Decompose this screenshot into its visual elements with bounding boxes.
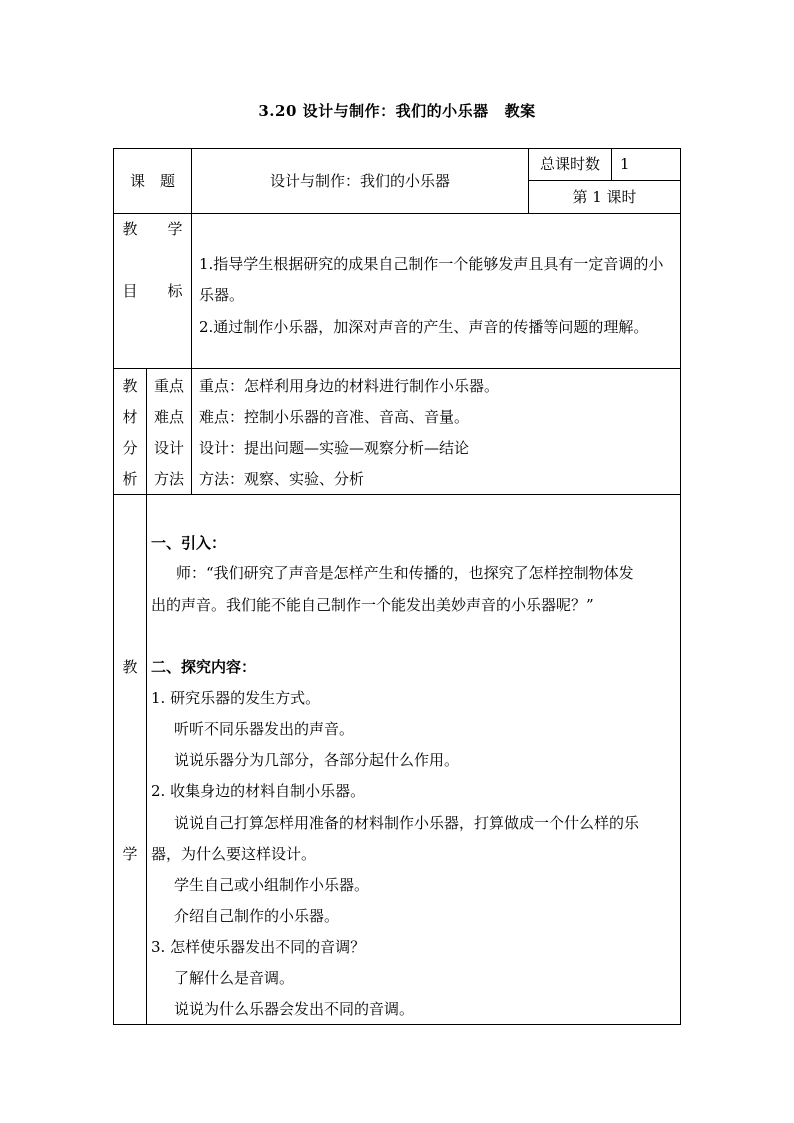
objectives-label-top: 教 学 (122, 220, 183, 238)
divider (114, 494, 680, 495)
document-title (0, 100, 794, 121)
title-number: 3.20 (258, 102, 297, 120)
divider (146, 368, 147, 1024)
divider (191, 368, 192, 494)
explore-line: 了解什么是音调。 (174, 969, 295, 987)
lesson-plan-table (113, 148, 681, 1025)
explore-line: 听听不同乐器发出的声音。 (174, 720, 355, 738)
analysis-content-key-point: 重点：怎样利用身边的材料进行制作小乐器。 (199, 377, 500, 395)
analysis-content-difficulty: 难点：控制小乐器的音准、音高、音量。 (199, 408, 470, 426)
divider (114, 368, 680, 369)
analysis-label-key-point: 重点 (153, 377, 184, 395)
explore-line: 学生自己或小组制作小乐器。 (174, 876, 370, 894)
section-intro-heading: 一、引入： (151, 534, 227, 552)
total-hours-value: 1 (620, 155, 630, 173)
analysis-content-design: 设计：提出问题—实验—观察分析—结论 (199, 439, 470, 457)
divider (611, 149, 612, 180)
teaching-vlabel-top: 教 (122, 658, 138, 676)
explore-line: 1. 研究乐器的发生方式。 (151, 689, 321, 707)
analysis-content-method: 方法：观察、实验、分析 (199, 470, 365, 488)
title-suffix: 教案 (504, 102, 536, 120)
analysis-label-difficulty: 难点 (153, 408, 184, 426)
explore-line: 介绍自己制作的小乐器。 (174, 907, 340, 925)
explore-line: 说说为什么乐器会发出不同的音调。 (174, 1000, 415, 1018)
topic-value: 设计与制作：我们的小乐器 (269, 172, 450, 190)
objective-item-1: 1.指导学生根据研究的成果自己制作一个能够发声且具有一定音调的小乐器。 (199, 255, 664, 304)
explore-line: 说说自己打算怎样用准备的材料制作小乐器，打算做成一个什么样的乐 (174, 814, 640, 832)
teaching-vlabel-bottom: 学 (122, 845, 138, 863)
divider (191, 213, 192, 368)
session-label: 第 1 课时 (572, 188, 637, 206)
section-explore-heading: 二、探究内容： (151, 658, 257, 676)
intro-line-1: 师：“我们研究了声音是怎样产生和传播的，也探究了怎样控制物体发 (176, 564, 634, 582)
topic-label: 课 题 (129, 172, 175, 190)
explore-line: 3. 怎样使乐器发出不同的音调？ (151, 938, 366, 956)
total-hours-label: 总课时数 (539, 155, 600, 173)
analysis-label-method: 方法 (153, 470, 184, 488)
objective-item-2: 2.通过制作小乐器，加深对声音的产生、声音的传播等问题的理解。 (199, 318, 649, 336)
explore-line: 说说乐器分为几部分，各部分起什么作用。 (174, 751, 460, 769)
analysis-vlabel-4: 析 (122, 470, 138, 488)
analysis-vlabel-3: 分 (122, 439, 138, 457)
analysis-vlabel-2: 材 (122, 408, 138, 426)
explore-line: 2. 收集身边的材料自制小乐器。 (151, 782, 366, 800)
divider (528, 180, 680, 181)
analysis-vlabel-1: 教 (122, 377, 138, 395)
intro-line-2: 出的声音。我们能不能自己制作一个能发出美妙声音的小乐器呢？” (151, 596, 594, 614)
divider (114, 213, 680, 214)
objectives-label-bottom: 目 标 (122, 282, 183, 300)
explore-line: 器，为什么要这样设计。 (151, 845, 317, 863)
title-main: 设计与制作：我们的小乐器 (302, 102, 489, 120)
analysis-label-design: 设计 (153, 439, 184, 457)
